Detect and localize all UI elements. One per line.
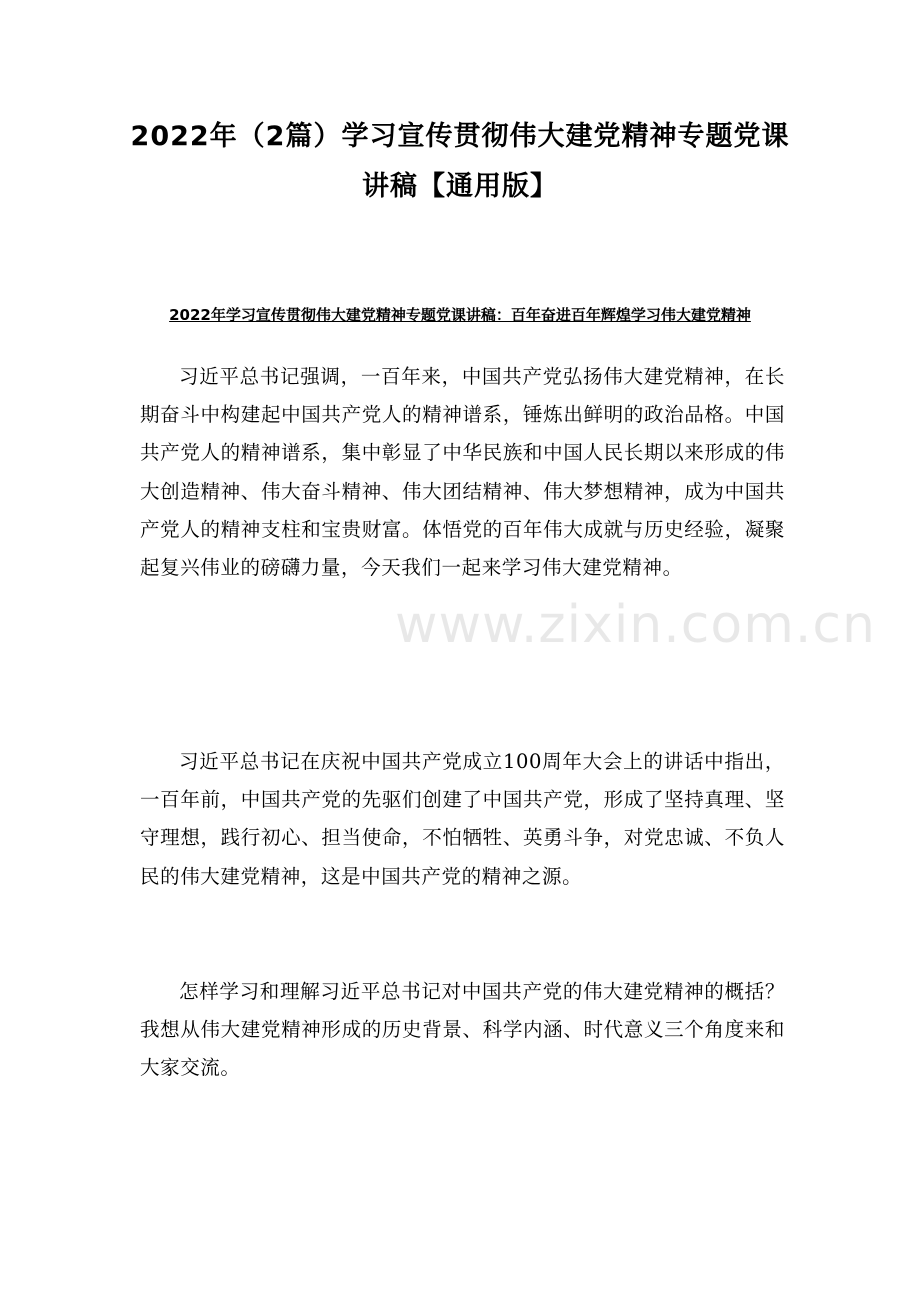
paragraph-1: 习近平总书记强调，一百年来，中国共产党弘扬伟大建党精神，在长期奋斗中构建起中国共产党人的精神谱系，锤炼出鲜明的政治品格。中国共产党人的精神谱系，集中彰显了中华民族和中国人民长期以来形成的伟大创造精神、伟大奋斗精神、伟大团结精神、伟大梦想精神，成为中国共产党人的精神支柱和宝贵财富。体悟党的百年伟大成就与历史经验，凝聚起复兴伟业的磅礴力量，今天我们一起来学习伟大建党精神。 xyxy=(140,365,785,580)
watermark: www.zixin.com.cn xyxy=(395,595,876,655)
document-title: 2022年（2篇）学习宣传贯彻伟大建党精神专题党课讲稿【通用版】 xyxy=(130,121,790,202)
paragraph-2: 习近平总书记在庆祝中国共产党成立100周年大会上的讲话中指出，一百年前，中国共产党的先驱们创建了中国共产党，形成了坚持真理、坚守理想，践行初心、担当使命，不怕牺牲、英勇斗争，对党忠诚、不负人民的伟大建党精神，这是中国共产党的精神之源。 xyxy=(140,750,785,888)
paragraph-3: 怎样学习和理解习近平总书记对中国共产党的伟大建党精神的概括？我想从伟大建党精神形成的历史背景、科学内涵、时代意义三个角度来和大家交流。 xyxy=(140,980,785,1080)
section-heading: 2022年学习宣传贯彻伟大建党精神专题党课讲稿：百年奋进百年辉煌学习伟大建党精神 xyxy=(169,306,751,324)
